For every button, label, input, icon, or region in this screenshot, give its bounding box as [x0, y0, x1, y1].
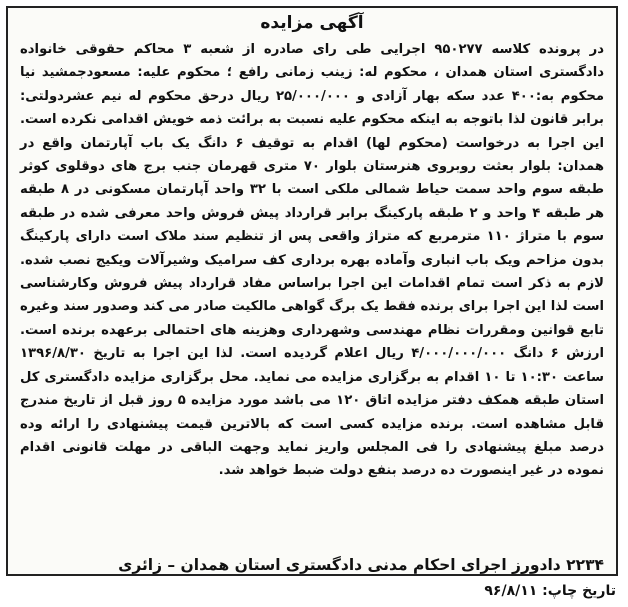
notice-signature: ۲۲۳۴ دادورز اجرای احکام مدنی دادگستری استان همدان – زائری [118, 556, 604, 574]
notice-body: در پرونده کلاسه ۹۵۰۲۷۷ اجرایی طی رای صادره از شعبه ۳ محاکم حقوقی خانواده دادگستری استان همدان ، محکوم له: زینب زمانی رافع ؛ محکوم علیه: مسعودجمشید نیا محکوم به:۴۰۰ عدد سکه بهار آزادی و ۲۵/۰۰۰/۰۰۰ ریال درحق محکوم له نیم عشردولتی: برابر قانون لذا باتوجه به اینکه محکوم علیه نسبت به برائت ذمه خویش اقدامی نکرده است. این اجرا به درخواست (محکوم لها) اقدام به توقیف ۶ دانگ یک باب آپارتمان واقع در همدان: بلوار بعثت روبروی هنرستان بلوار ۷۰ متری قهرمان جنب برج های دوقلوی کوثر طبقه سوم واحد سمت حیاط شمالی ملکی است با ۳۲ واحد آپارتمان مسکونی در ۸ طبقه هر طبقه ۴ واحد و ۲ طبقه پارکینگ برابر قرارداد پیش فروش واحد معرفی شده در طبقه سوم با متراژ ۱۱۰ مترمربع که متراژ واقعی پس از تنظیم سند ملاک است دارای پارکینگ بدون مزاحم ویک باب انباری وآماده بهره برداری کف سرامیک وشیرآلات ویکیج نصب شده. لازم به ذکر است تمام اقدامات این اجرا براساس مفاد قرارداد پیش فروش وکارشناسی است لذا این اجرا برای برنده فقط یک برگ گواهی مالکیت صادر می کند وصدور سند وغیره تابع قوانین ومقررات نظام مهندسی وشهرداری وهزینه های احتمالی برعهده برنده است. ارزش ۶ دانگ ۴/۰۰۰/۰۰۰/۰۰۰ ریال اعلام گردیده است. لذا این اجرا به تاریخ ۱۳۹۶/۸/۳۰ ساعت ۱۰:۳۰ تا ۱۰ اقدام به برگزاری مزایده می نماید. محل برگزاری مزایده دادگستری کل استان طبقه همکف دفتر مزایده اتاق ۱۲۰ می باشد مورد مزایده ۵ روز قبل از تاریخ مندرج قابل مشاهده است. برنده مزایده کسی است که بالاترین قیمت پیشنهادی را ارائه وده درصد مبلغ پیشنهادی را فی المجلس واریز نماید وجهت الباقی در مهلت قانونی اقدام نموده در غیر اینصورت ده درصد بنفع دولت ضبط خواهد شد. [20, 42, 605, 479]
print-date: تاریخ چاپ: ۹۶/۸/۱۱ [480, 580, 620, 602]
auction-notice [6, 6, 618, 576]
notice-title: آگهی مزایده [260, 13, 364, 33]
